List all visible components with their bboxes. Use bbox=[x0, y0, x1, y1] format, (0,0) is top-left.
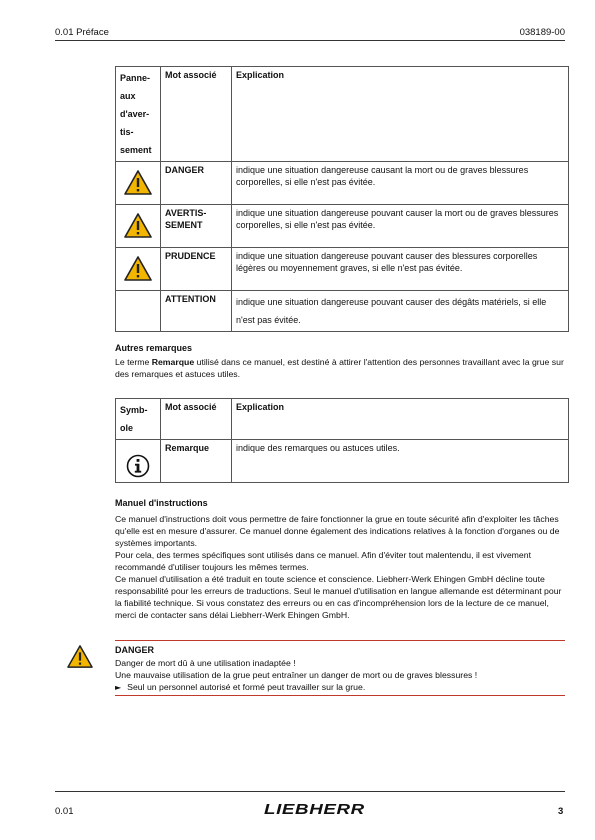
manuel-paragraph-2: Pour cela, des termes spécifiques sont utilisés dans ce manuel. Afin d'éviter tout malentendu, il est vivement recommandé d'utiliser toujours les mêmes termes. bbox=[115, 550, 531, 573]
table-row bbox=[116, 291, 569, 332]
sign-cell bbox=[116, 291, 161, 332]
danger-line-2: Une mauvaise utilisation de la grue peut entraîner un danger de mort ou de graves blessures ! bbox=[115, 670, 478, 680]
warning-triangle-icon bbox=[123, 255, 153, 282]
symbol-cell bbox=[116, 440, 161, 483]
warning-signs-table bbox=[115, 66, 569, 332]
manuel-paragraph-1: Ce manuel d'instructions doit vous permettre de faire fonctionner la grue en toute sécurité afin d'exploiter les tâches qu'elle est en mesure d'assurer. Ce manuel donne également des indications relatives à la fonction d'organes ou de systèmes importants. bbox=[115, 514, 560, 549]
table-row bbox=[116, 248, 569, 291]
autres-remarques-paragraph bbox=[115, 356, 565, 380]
danger-title: DANGER bbox=[115, 645, 155, 655]
signal-word: AVERTIS- SEMENT bbox=[161, 205, 232, 248]
symbols-table bbox=[115, 398, 569, 483]
danger-action bbox=[115, 681, 565, 694]
table-row bbox=[116, 162, 569, 205]
column-header-signs: Panne- aux d'aver- tis- sement bbox=[116, 67, 161, 162]
warning-triangle-icon bbox=[123, 212, 153, 239]
table-row bbox=[116, 205, 569, 248]
bullet-arrow-icon: ► bbox=[115, 683, 122, 692]
column-header-symbol: Symb- ole bbox=[116, 399, 161, 440]
table-row bbox=[116, 440, 569, 483]
warning-triangle-icon bbox=[66, 644, 94, 669]
sign-cell bbox=[116, 162, 161, 205]
page-number: 3 bbox=[558, 806, 564, 817]
sign-cell bbox=[116, 248, 161, 291]
signal-explanation: indique une situation dangereuse pouvant causer des blessures corporelles légères ou moyennement graves, si elle n'est pas évitée. bbox=[232, 248, 569, 291]
table-header-row bbox=[116, 67, 569, 162]
section-title-autres-remarques: Autres remarques bbox=[115, 343, 193, 353]
signal-word: ATTENTION bbox=[161, 291, 232, 332]
paragraph-text: Le terme bbox=[115, 357, 152, 367]
signal-word: Remarque bbox=[161, 440, 232, 483]
liebherr-logo: LIEBHERR bbox=[264, 801, 365, 818]
signal-explanation: indique une situation dangereuse pouvant causer des dégâts matériels, si elle n'est pas évitée. bbox=[232, 291, 569, 332]
signal-explanation: indique des remarques ou astuces utiles. bbox=[232, 440, 569, 483]
column-header-explanation: Explication bbox=[232, 399, 569, 440]
signal-explanation: indique une situation dangereuse causant la mort ou de graves blessures corporelles, si elle n'est pas évitée. bbox=[232, 162, 569, 205]
footer-section-number: 0.01 bbox=[55, 806, 74, 817]
table-header-row bbox=[116, 399, 569, 440]
warning-triangle-icon bbox=[123, 169, 153, 196]
remarque-term: Remarque bbox=[151, 357, 195, 367]
header-divider bbox=[55, 40, 565, 41]
info-icon bbox=[126, 454, 150, 478]
header-document-number: 038189-00 bbox=[519, 27, 565, 38]
signal-word: PRUDENCE bbox=[161, 248, 232, 291]
signal-word: DANGER bbox=[161, 162, 232, 205]
danger-bottom-rule bbox=[115, 695, 565, 696]
column-header-word: Mot associé bbox=[161, 399, 232, 440]
danger-top-rule bbox=[115, 640, 565, 641]
signal-explanation: indique une situation dangereuse pouvant causer la mort ou de graves blessures corporelles, si elle n'est pas évitée. bbox=[232, 205, 569, 248]
header-section-label: 0.01 Préface bbox=[55, 27, 109, 38]
paragraph-text: utilisé dans ce manuel, est destiné à attirer l'attention des personnes travaillant avec la grue sur des remarques et astuces utiles. bbox=[115, 357, 564, 380]
sign-cell bbox=[116, 205, 161, 248]
danger-line-1: Danger de mort dû à une utilisation inadaptée ! bbox=[115, 658, 296, 668]
column-header-explanation: Explication bbox=[232, 67, 569, 162]
column-header-word: Mot associé bbox=[161, 67, 232, 162]
danger-action-text: Seul un personnel autorisé et formé peut travailler sur la grue. bbox=[127, 682, 366, 692]
section-title-manuel: Manuel d'instructions bbox=[115, 498, 208, 508]
footer-divider bbox=[55, 791, 565, 792]
manuel-paragraph-3: Ce manuel d'utilisation a été traduit en toute science et conscience. Liebherr-Werk Ehingen GmbH décline toute responsabilité pour les erreurs de traductions. Seul le manuel d'utilisation en langue allemande est déterminant pour la fiabilité technique. Si vous constatez des erreurs ou en cas d'incompréhension lors de la lecture de ce manuel, merci de contacter sans délai Liebherr-Werk Ehingen GmbH. bbox=[115, 574, 562, 621]
